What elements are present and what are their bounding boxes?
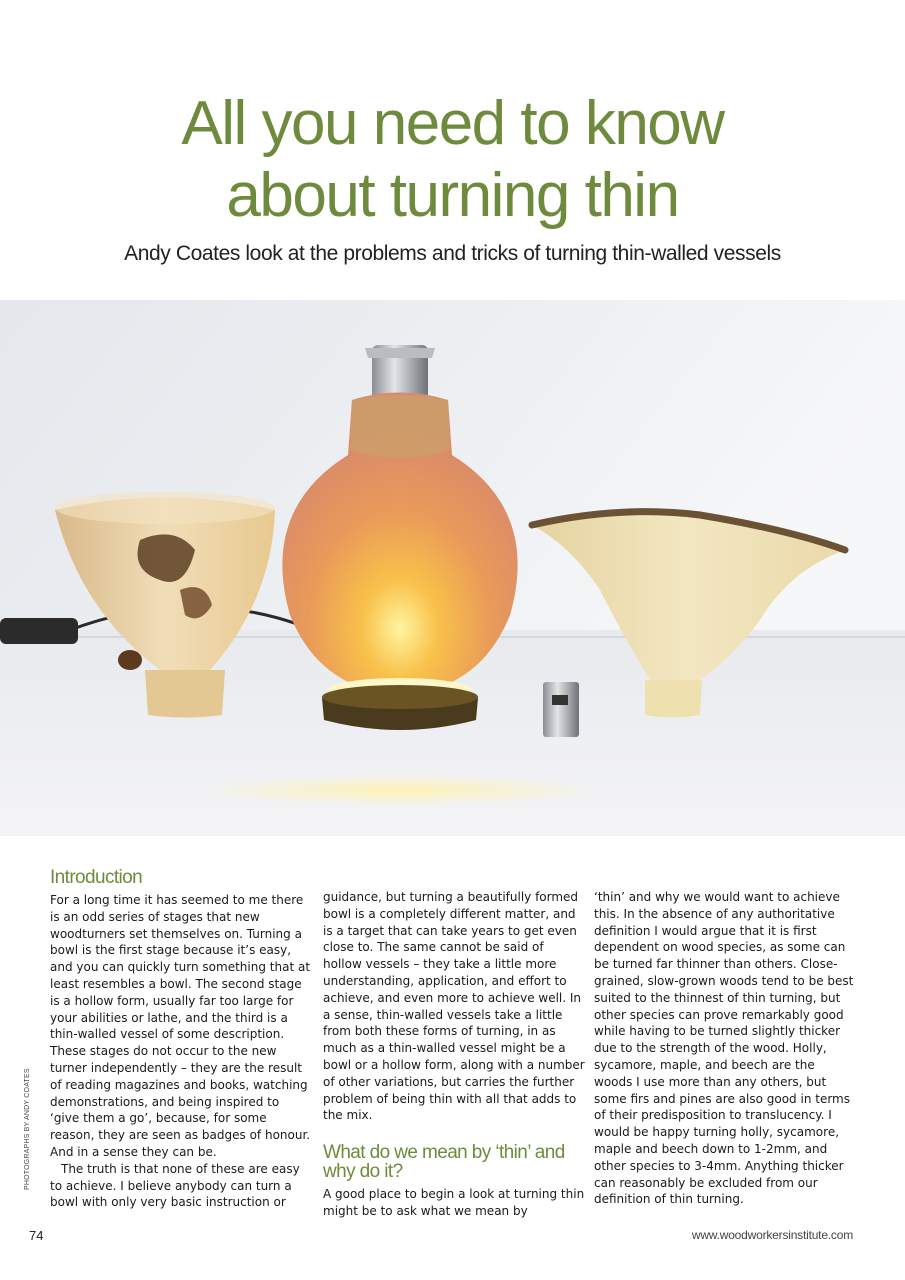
col2-paragraph-1: guidance, but turning a beautifully formed bowl is a completely different matter, and is a target that can take years to get even close to. The same cannot be said of hollow vessels – they take a little more understanding, application, and effort to achieve, and even more to achieve well. In a sense, thin-walled vessels take a little from both these forms of turning, in as much as a thin-walled vessel might be a bowl or a hollow form, along with a number of other variations, but carries the further problem of being thin with all that adds to the mix. xyxy=(323,890,585,1123)
photo-credit: PHOTOGRAPHS BY ANDY COATES xyxy=(24,1068,31,1190)
article-subtitle: Andy Coates look at the problems and tricks of turning thin-walled vessels xyxy=(124,242,781,265)
column-2 xyxy=(323,889,585,1220)
what-paragraph-1: A good place to begin a look at turning thin might be to ask what we mean by xyxy=(323,1187,585,1218)
article-title xyxy=(0,88,905,232)
what-heading: What do we mean by ‘thin’ and why do it? xyxy=(323,1142,565,1183)
hero-photo xyxy=(0,300,905,836)
intro-paragraph-1: For a long time it has seemed to me there is an odd series of stages that new woodturners set themselves on. Turning a bowl is the first stage because it’s easy, and you can quickly turn something that at least resembles a bowl. The second stage is a hollow form, usually far too large for your abilities or lathe, and the third is a thin-walled vessel of some description. These stages do not occur to the new turner independently – they are the result of reading magazines and books, watching demonstrations, and being inspired to ‘give them a go’, because, for some reason, they are seen as badges of honour. And in a sense they can be. xyxy=(50,893,311,1159)
col3-paragraph-1: ‘thin’ and why we would want to achieve this. In the absence of any authoritative definition I would argue that it is first dependent on wood species, as some can be turned far thinner than others. Close-grained, slow-grown woods tend to be best suited to the thinnest of thin turning, but other species can prove remarkably good while having to be turned slightly thicker due to the strength of the wood. Holly, sycamore, maple, and beech are the woods I use more than any others, but some firs and pines are also good in terms of their predisposition to translucency. I would be happy turning holly, sycamore, maple and beech down to 1-2mm, and other species to 3-4mm. Anything thicker can reasonably be excluded from our definition of thin turning. xyxy=(594,890,854,1207)
intro-heading: Introduction xyxy=(50,867,143,888)
page-number: 74 xyxy=(29,1228,44,1243)
sharpener-illustration xyxy=(543,682,579,737)
intro-paragraph-2: The truth is that none of these are easy to achieve. I believe anybody can turn a bowl with only very basic instruction or xyxy=(50,1161,300,1210)
column-1 xyxy=(50,868,312,1211)
column-3 xyxy=(594,889,856,1208)
footer-url: www.woodworkersinstitute.com xyxy=(691,1228,853,1242)
title-line-1: All you need to know xyxy=(181,89,724,158)
title-line-2: about turning thin xyxy=(226,161,679,230)
